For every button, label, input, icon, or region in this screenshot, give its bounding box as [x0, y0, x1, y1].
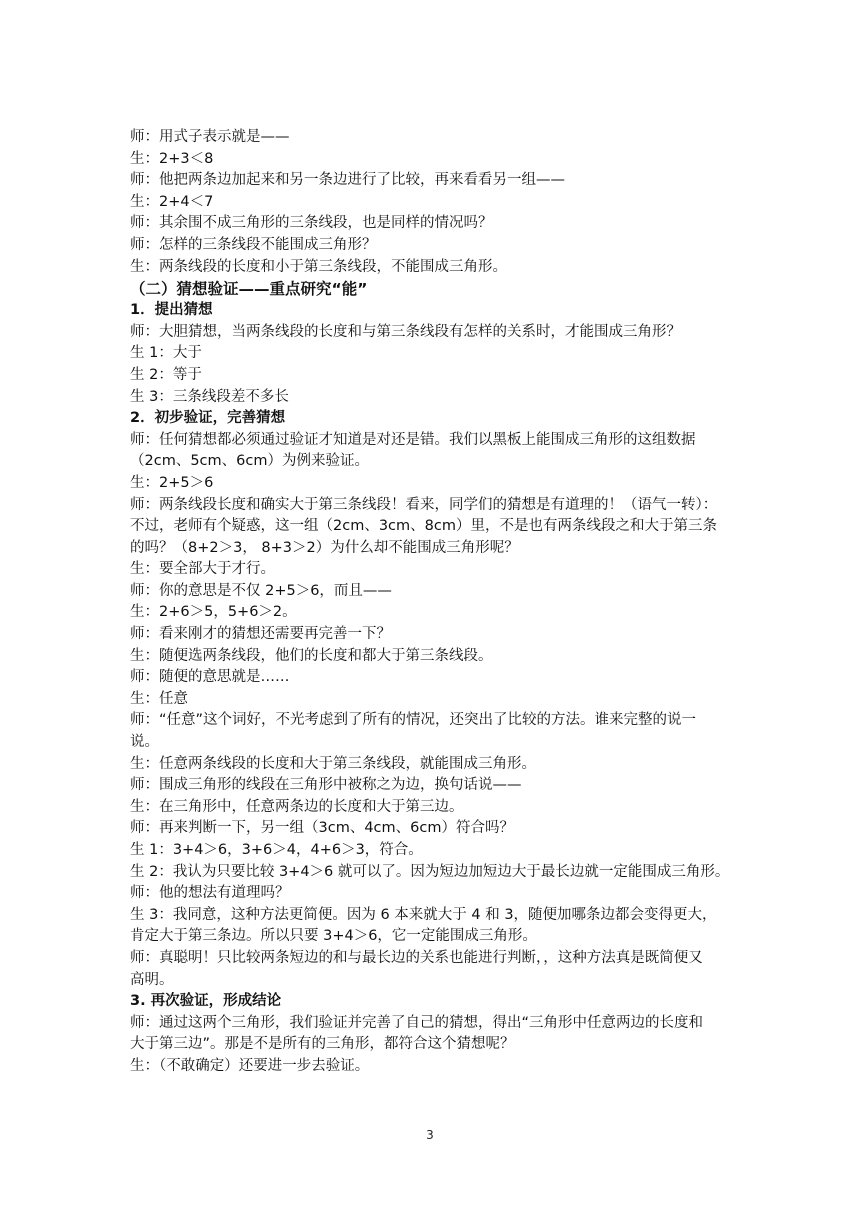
text-line: 生：2+4＜7 [130, 193, 214, 210]
text-line: 师：看来刚才的猜想还需要再完善一下？ [130, 626, 391, 643]
text-line: 师：真聪明！只比较两条短边的和与最长边的关系也能进行判断，，这种方法真是既简便又 [130, 949, 703, 966]
text-line: 师：围成三角形的线段在三角形中被称之为边，换句话说—— [130, 777, 522, 794]
text-line: 生：随便选两条线段，他们的长度和都大于第三条线段。 [130, 647, 493, 664]
section-heading: （二）猜想验证——重点研究“能” [130, 280, 368, 299]
text-line: 大于第三边”。那是不是所有的三角形，都符合这个猜想呢？ [130, 1036, 515, 1053]
text-line: 生：要全部大于才行。 [130, 561, 275, 578]
text-line: 师：他的想法有道理吗？ [130, 885, 290, 902]
text-line: 师：两条线段长度和确实大于第三条线段！看来，同学们的猜想是有道理的！（语气一转）： [130, 496, 718, 513]
text-line: 师：通过这两个三角形，我们验证并完善了自己的猜想，得出“三角形中任意两边的长度和 [130, 1014, 704, 1031]
text-line: 生：2+5＞6 [130, 474, 214, 491]
page-number: 3 [426, 1128, 434, 1142]
text-line: 的吗？（8+2＞3， 8+3＞2）为什么却不能围成三角形呢？ [130, 539, 519, 556]
text-line: （2cm、5cm、6cm）为例来验证。 [130, 453, 369, 470]
subsection-heading: 3. 再次验证，形成结论 [130, 993, 282, 1010]
text-line: 生 1：大于 [130, 345, 202, 362]
text-line: 生：两条线段的长度和小于第三条线段，不能围成三角形。 [130, 258, 507, 275]
text-line: 师：你的意思是不仅 2+5＞6，而且—— [130, 582, 392, 599]
text-line: 生：2+6＞5，5+6＞2。 [130, 604, 297, 621]
document-body [130, 127, 735, 1078]
subsection-heading: 1．提出猜想 [130, 302, 213, 319]
text-line: 师：用式子表示就是—— [130, 129, 290, 145]
text-line: 高明。 [130, 971, 174, 988]
text-line: 生：任意 [130, 690, 188, 707]
text-line: 生：（不敢确定）还要进一步去验证。 [130, 1057, 370, 1074]
text-line: 生 3：我同意，这种方法更简便。因为 6 本来就大于 4 和 3，随便加哪条边都会变得更大， [130, 906, 717, 923]
text-line: 生 2：我认为只要比较 3+4＞6 就可以了。因为短边加短边大于最长边就一定能围成三角形。 [130, 863, 730, 880]
text-line: 生：在三角形中，任意两条边的长度和大于第三边。 [130, 798, 464, 815]
text-line: 师：再来判断一下，另一组（3cm、4cm、6cm）符合吗？ [130, 820, 514, 837]
text-line: 师：随便的意思就是…… [130, 669, 290, 686]
text-line: 生 3：三条线段差不多长 [130, 388, 289, 405]
text-line: 生：2+3＜8 [130, 150, 214, 167]
text-line: 说。 [130, 734, 159, 751]
text-line: 师：大胆猜想，当两条线段的长度和与第三条线段有怎样的关系时，才能围成三角形？ [130, 323, 681, 340]
text-line: 师：任何猜想都必须通过验证才知道是对还是错。我们以黑板上能围成三角形的这组数据 [130, 431, 696, 448]
text-line: 生：任意两条线段的长度和大于第三条线段，就能围成三角形。 [130, 755, 536, 772]
text-line: 肯定大于第三条边。所以只要 3+4＞6，它一定能围成三角形。 [130, 928, 537, 945]
text-line: 生 2：等于 [130, 366, 202, 383]
text-line: 生 1：3+4＞6，3+6＞4，4+6＞3，符合。 [130, 842, 423, 858]
text-line: 不过，老师有个疑惑，这一组（2cm、3cm、8cm）里，不是也有两条线段之和大于第三条 [130, 518, 717, 535]
text-line: 师：他把两条边加起来和另一条边进行了比较，再来看看另一组—— [130, 172, 565, 189]
text-line: 师：“任意”这个词好，不光考虑到了所有的情况，还突出了比较的方法。谁来完整的说一 [130, 712, 697, 729]
text-line: 师：怎样的三条线段不能围成三角形？ [130, 236, 377, 253]
text-line: 师：其余围不成三角形的三条线段，也是同样的情况吗？ [130, 215, 493, 232]
subsection-heading: 2．初步验证，完善猜想 [130, 410, 286, 427]
